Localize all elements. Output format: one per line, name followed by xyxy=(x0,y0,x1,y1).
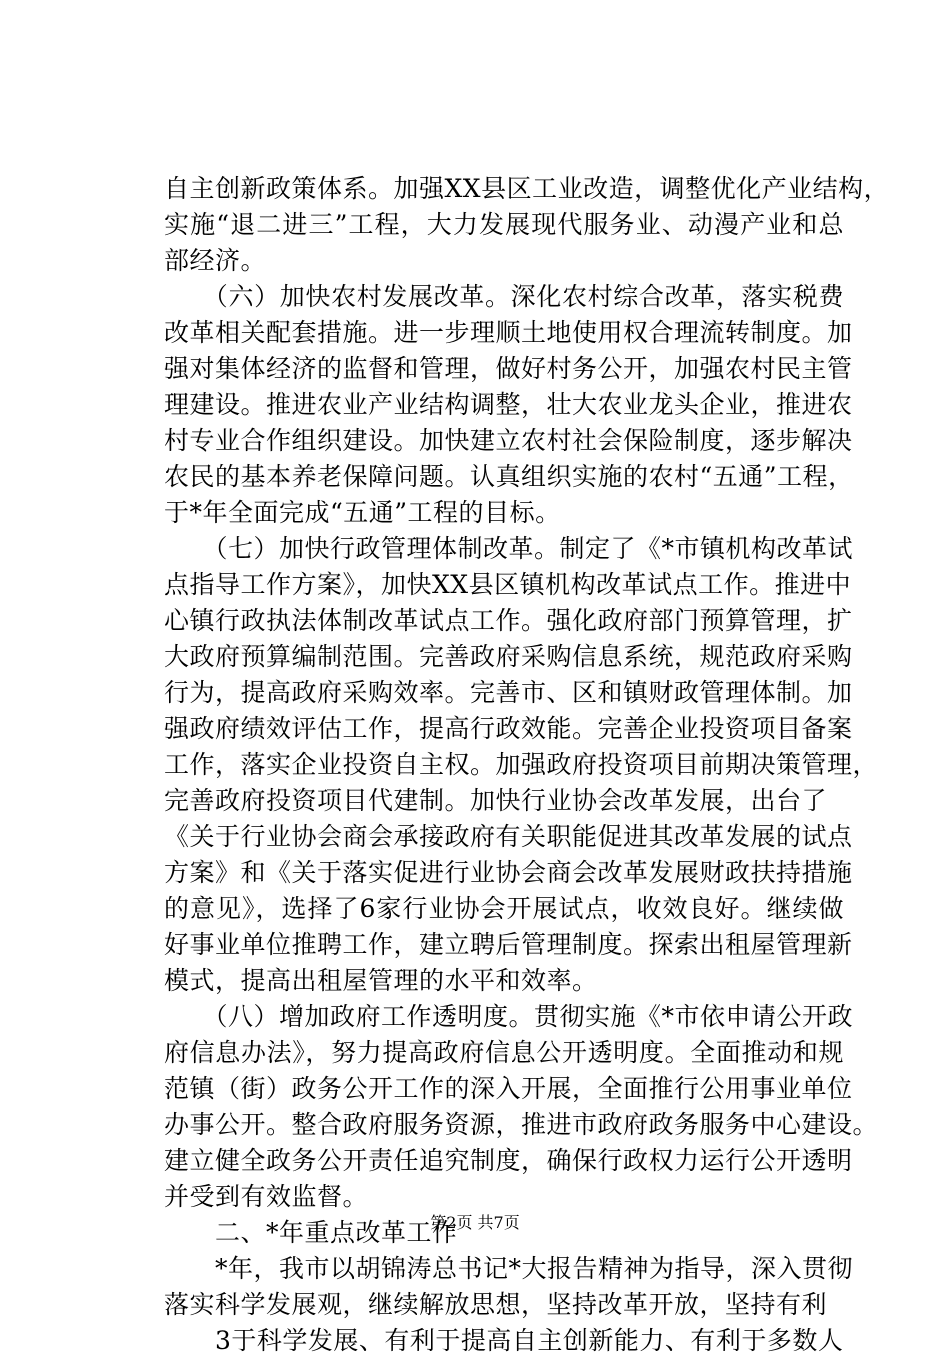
document-body xyxy=(164,171,890,1359)
text-line: 模式，提高出租屋管理的水平和效率。 xyxy=(164,966,598,995)
text-line: 自主创新政策体系。加强XX县区工业改造，调整优化产业结构， xyxy=(164,174,890,203)
text-line: 部经济。 xyxy=(164,246,267,275)
text-line: （六）加快农村发展改革。深化农村综合改革，落实税费 xyxy=(164,282,844,311)
text-line: 农民的基本养老保障问题。认真组织实施的农村“五通”工程， xyxy=(164,462,854,491)
text-line: 完善政府投资项目代建制。加快行业协会改革发展，出台了 xyxy=(164,786,828,815)
text-line: *年，我市以胡锦涛总书记*大报告精神为指导，深入贯彻 xyxy=(164,1254,854,1283)
text-line: 于*年全面完成“五通”工程的目标。 xyxy=(164,498,561,527)
text-line: 3于科学发展、有利于提高自主创新能力、有利于多数人 xyxy=(164,1326,844,1355)
text-line: 范镇（街）政务公开工作的深入开展，全面推行公用事业单位 xyxy=(164,1074,853,1103)
text-line: 建立健全政务公开责任追究制度，确保行政权力运行公开透明 xyxy=(164,1146,853,1175)
text-line: 理建设。推进农业产业结构调整，壮大农业龙头企业，推进农 xyxy=(164,390,853,419)
page-footer: 第2页 共7页 xyxy=(430,1213,520,1232)
text-line: 心镇行政执法体制改革试点工作。强化政府部门预算管理，扩 xyxy=(164,606,853,635)
text-line: 强政府绩效评估工作，提高行政效能。完善企业投资项目备案 xyxy=(164,714,853,743)
text-line: 好事业单位推聘工作，建立聘后管理制度。探索出租屋管理新 xyxy=(164,930,853,959)
text-line: 改革相关配套措施。进一步理顺土地使用权合理流转制度。加 xyxy=(164,318,853,347)
text-line: 实施“退二进三”工程，大力发展现代服务业、动漫产业和总 xyxy=(164,210,844,239)
text-line: 并受到有效监督。 xyxy=(164,1182,369,1211)
text-line: 点指导工作方案》，加快XX县区镇机构改革试点工作。推进中 xyxy=(164,570,852,599)
text-line: 行为，提高政府采购效率。完善市、区和镇财政管理体制。加 xyxy=(164,678,853,707)
text-line: 村专业合作组织建设。加快建立农村社会保险制度，逐步解决 xyxy=(164,426,853,455)
text-line: 大政府预算编制范围。完善政府采购信息系统，规范政府采购 xyxy=(164,642,853,671)
text-line: 强对集体经济的监督和管理，做好村务公开，加强农村民主管 xyxy=(164,354,853,383)
text-line: （七）加快行政管理体制改革。制定了《*市镇机构改革试 xyxy=(164,534,854,563)
text-line: （八）增加政府工作透明度。贯彻实施《*市依申请公开政 xyxy=(164,1002,854,1031)
text-line: 工作，落实企业投资自主权。加强政府投资项目前期决策管理， xyxy=(164,750,879,779)
text-line: 《关于行业协会商会承接政府有关职能促进其改革发展的试点 xyxy=(164,822,853,851)
text-line: 办事公开。整合政府服务资源，推进市政府政务服务中心建设。 xyxy=(164,1110,879,1139)
text-line: 落实科学发展观，继续解放思想，坚持改革开放，坚持有利 xyxy=(164,1290,828,1319)
text-line: 的意见》，选择了6家行业协会开展试点，收效良好。继续做 xyxy=(164,894,844,923)
text-line: 府信息办法》，努力提高政府信息公开透明度。全面推动和规 xyxy=(164,1038,844,1067)
text-line: 二、*年重点改革工作 xyxy=(164,1218,458,1247)
text-line: 方案》和《关于落实促进行业协会商会改革发展财政扶持措施 xyxy=(164,858,853,887)
